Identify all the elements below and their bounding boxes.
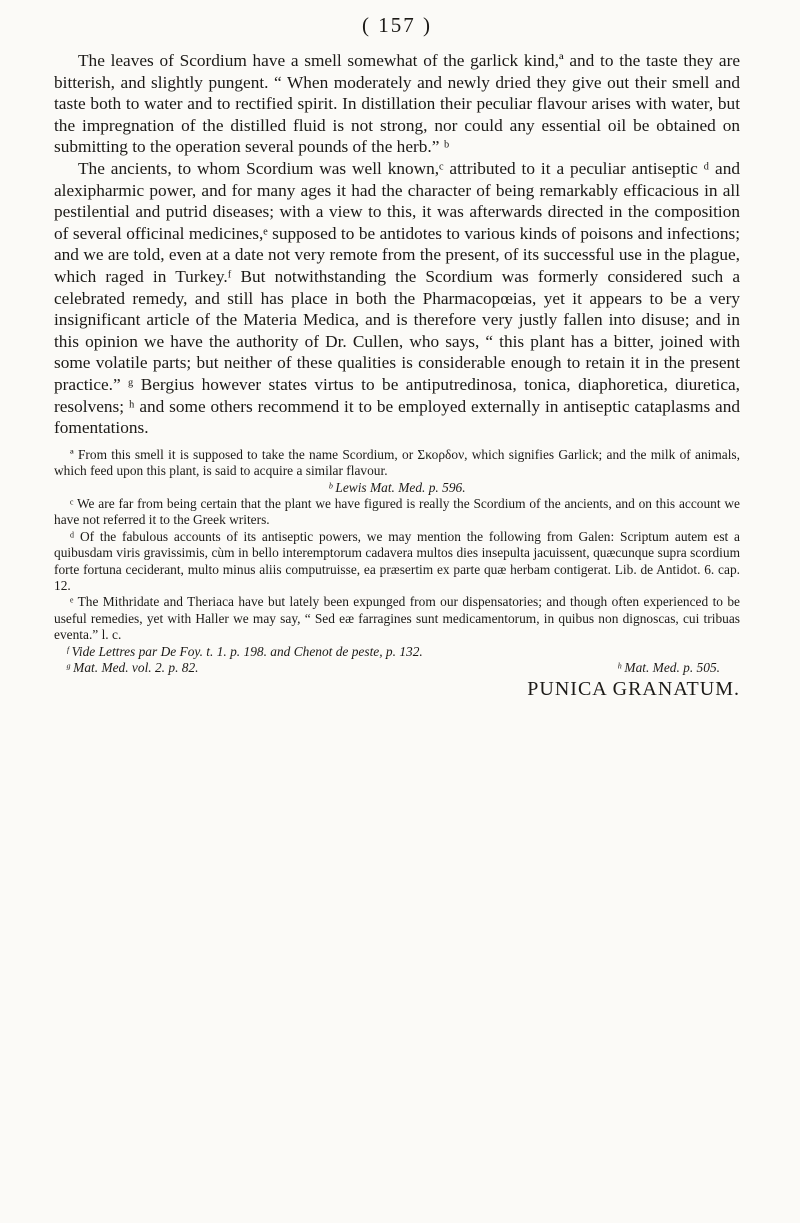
footnote-ref: ʰ Mat. Med. p. 505. (617, 659, 720, 675)
footnote: ᵉ The Mithridate and Theriaca have but lately been expunged from our dispensatories; and though often experienced to be useful remedies, yet with Haller we may say, “ Sed eæ farragines sunt medicamentorum, in quibus non dignoscas, cui tribuas eventa.” l. c. (54, 594, 740, 643)
catchword: PUNICA GRANATUM. (527, 678, 740, 701)
footnotes (54, 447, 740, 677)
footnote-ref: ᶠ Vide Lettres par De Foy. t. 1. p. 198. and Chenot de peste, p. 132. (66, 643, 423, 659)
footnote: ᵇ Lewis Mat. Med. p. 596. (328, 479, 466, 495)
footnote-refs-row (54, 644, 740, 660)
footnote-refs-row (54, 660, 740, 676)
paragraph: The leaves of Scordium have a smell somewhat of the garlick kind,ª and to the taste they are bitterish, and slightly pungent. “ When moderately and newly dried they give out their smell and taste both to water and to rectified spirit. In distillation their peculiar flavour arises with water, but the impregnation of the distilled fluid is not strong, nor could any essential oil be obtained on submitting to the operation several pounds of the herb.” ᵇ (54, 51, 740, 157)
footnote-ref: ᵍ Mat. Med. vol. 2. p. 82. (66, 659, 199, 675)
paragraph: The ancients, to whom Scordium was well known,ᶜ attributed to it a peculiar antiseptic ᵈ and alexipharmic power, and for many ages it had the character of being remarkably efficacious in all pestilential and putrid diseases; with a view to this, it was afterwards directed in the composition of several officinal medicines,ᵉ supposed to be antidotes to various kinds of poisons and infections; and we are told, even at a date not very remote from the present, of its successful use in the plague, which raged in Turkey.ᶠ But notwithstanding the Scordium was formerly considered such a celebrated remedy, and still has place in both the Pharmacopœias, yet it appears to be a very insignificant article of the Materia Medica, and is therefore very justly fallen into disuse; and in this opinion we have the authority of Dr. Cullen, who says, “ this plant has a bitter, joined with some volatile parts; but neither of these qualities is considerable enough to retain it in the present practice.” ᵍ Bergius however states virtus to be antiputredinosa, tonica, diaphoretica, diuretica, resolvens; ʰ and some others recommend it to be employed externally in antiseptic cataplasms and fomentations. (54, 158, 740, 438)
page-number-header: ( 157 ) (362, 13, 432, 37)
footnote: ª From this smell it is supposed to take the name Scordium, or Σκορδον, which signifies Garlick; and the milk of animals, which feed upon this plant, is said to acquire a similar flavour. (54, 446, 740, 479)
main-text (54, 50, 740, 439)
footnote: ᶜ We are far from being certain that the plant we have figured is really the Scordium of the ancients, and on this account we have not referred it to the Greek writers. (54, 495, 740, 528)
footnote: ᵈ Of the fabulous accounts of its antiseptic powers, we may mention the following from Galen: Scriptum autem est a quibusdam viris gravissimis, cùm in bello interemptorum cadavera multos dies insepulta jacuissent, quæcunque supra scordium forte fortuna ceciderant, multo minus aliis computruisse, ea præsertim ex parte quæ herbam contigerat. Lib. de Antidot. 6. cap. 12. (54, 528, 740, 593)
